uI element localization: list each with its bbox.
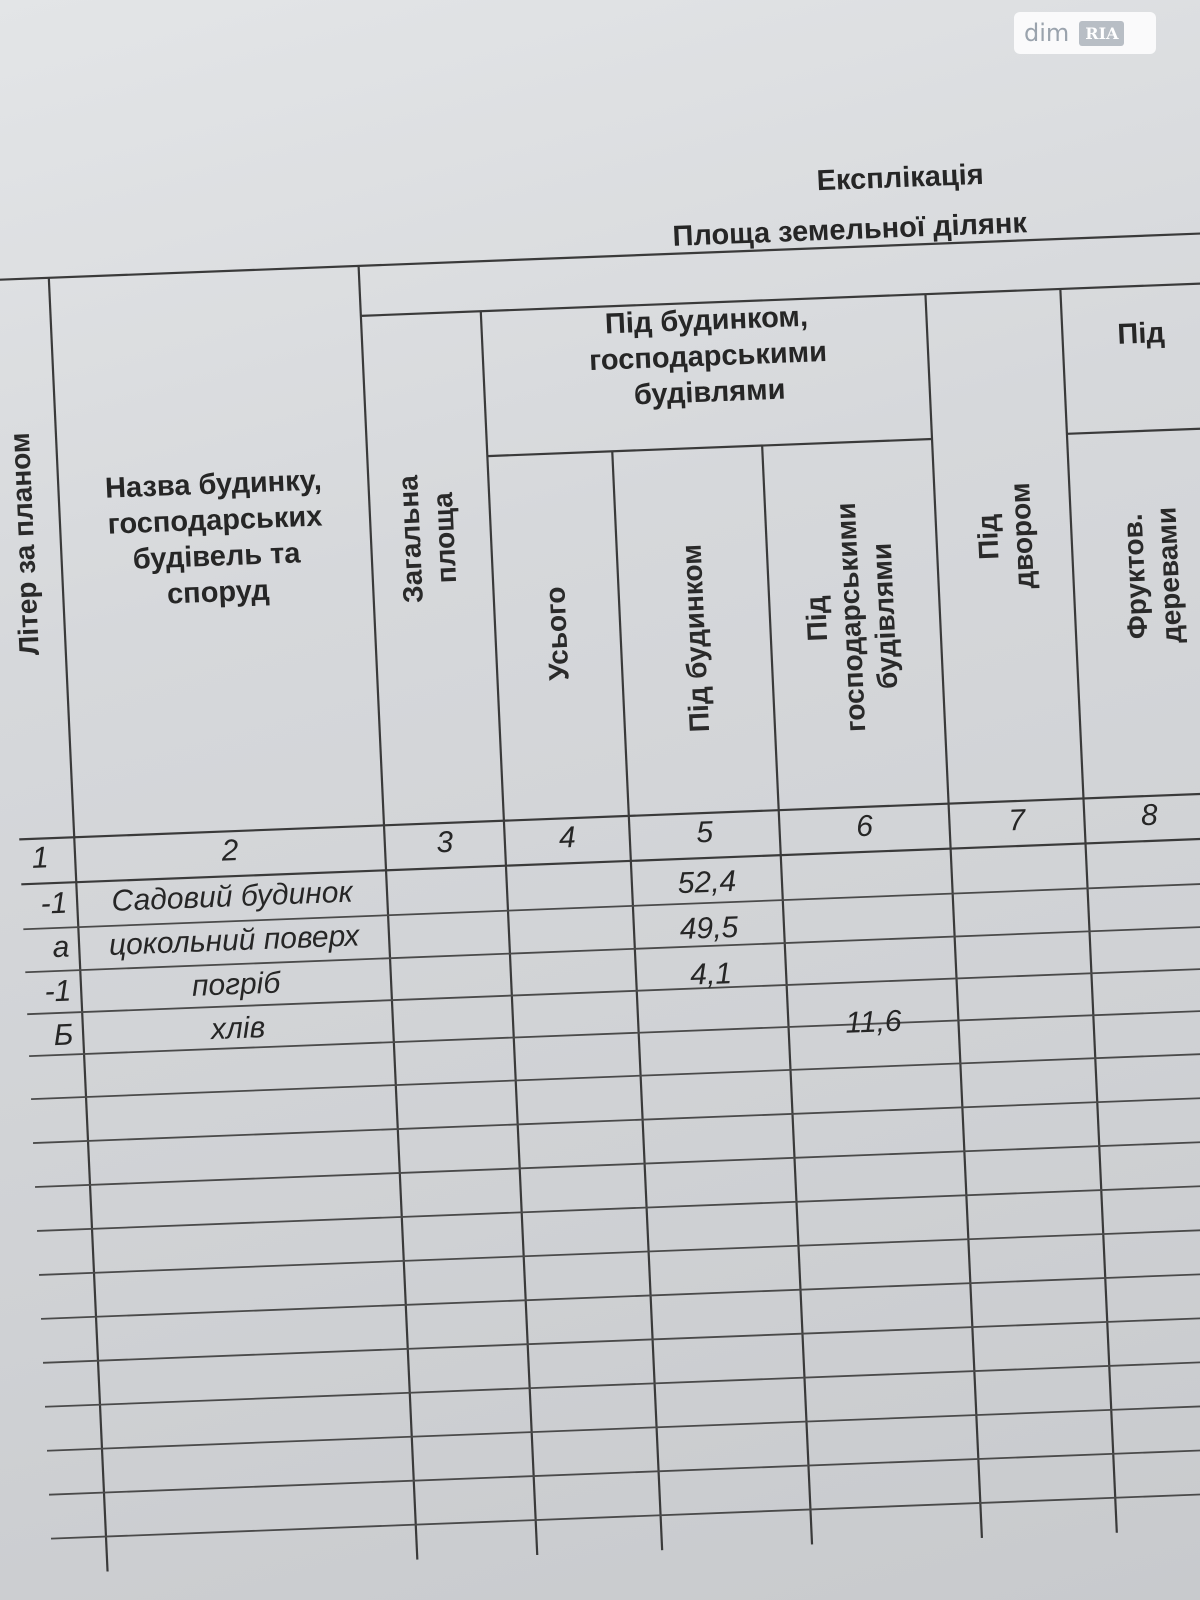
header-fruit-trees (1111, 415, 1193, 737)
row-4-litera: Б (52, 1018, 74, 1053)
column-number-4: 4 (558, 821, 577, 855)
column-number-6: 6 (855, 809, 874, 844)
row-1-house: 52,4 (676, 864, 737, 901)
header-total-area-line-2: площа (426, 491, 463, 584)
header-group-line-3: будівлями (633, 373, 787, 412)
row-2-house: 49,5 (679, 910, 739, 947)
header-group-under: Під (1116, 317, 1166, 351)
header-total: Усього (539, 586, 575, 682)
column-number-2: 2 (220, 833, 240, 868)
row-1-litera: -1 (39, 886, 68, 921)
table-title: Експлікація (815, 158, 985, 198)
header-name-line-1: Назва будинку, (104, 464, 323, 505)
header-yard-line-1: Під (971, 513, 1005, 561)
header-name (63, 461, 369, 616)
header-group-line-1: Під будинком, (604, 300, 809, 341)
column-number-8: 8 (1140, 798, 1159, 833)
header-under-house: Під будинком (675, 543, 716, 733)
column-number-1: 1 (31, 841, 50, 875)
table-row-line (49, 1446, 1200, 1494)
table-row-line (39, 1227, 1200, 1275)
header-litera: Літер за планом (3, 431, 45, 656)
column-number-3: 3 (435, 825, 454, 860)
column-number-5: 5 (695, 815, 714, 850)
row-1-name: Садовий будинок (110, 875, 354, 918)
header-group-line-2: господарськими (588, 336, 828, 378)
row-4-name: хлів (210, 1011, 266, 1047)
watermark-brand: dim (1024, 19, 1070, 47)
header-total-area-line-1: Загальна (392, 474, 429, 604)
header-name-line-3: будівель та (132, 537, 302, 576)
header-name-line-4: споруд (166, 574, 271, 611)
table-row-line (45, 1358, 1200, 1406)
table-row-line (35, 1139, 1200, 1187)
explication-table (0, 147, 1200, 1574)
column-number-7: 7 (1007, 803, 1026, 838)
table-row-line (43, 1314, 1200, 1362)
watermark-badge: RIA (1079, 21, 1124, 46)
header-outbuildings-line-3: будівлями (865, 542, 904, 690)
header-outbuildings-line-2: господарськими (829, 501, 872, 733)
row-2-litera: а (51, 930, 70, 965)
header-yard-line-2: двором (1004, 481, 1040, 590)
header-fruit-line-1: Фруктов. (1116, 512, 1154, 640)
header-yard (967, 435, 1044, 637)
table-row-line (31, 1051, 1200, 1099)
table-row-line (33, 1095, 1200, 1143)
header-outbuildings-line-1: Під (800, 595, 834, 642)
header-name-line-2: господарських (107, 500, 323, 541)
table-row-line (47, 1402, 1200, 1450)
row-4-outbuildings: 11,6 (844, 1004, 903, 1040)
table-subtitle: Площа земельної ділянк (671, 207, 1028, 253)
row-3-name: погріб (191, 966, 281, 1003)
header-fruit-line-2: деревами (1150, 506, 1188, 644)
table-row-line (41, 1271, 1200, 1319)
dim-ria-watermark (1014, 12, 1156, 54)
row-2-name: цокольний поверх (108, 919, 360, 962)
header-group-buildings (486, 294, 931, 419)
row-3-house: 4,1 (689, 957, 733, 992)
row-3-litera: -1 (43, 974, 72, 1009)
table-row-line (51, 1490, 1200, 1538)
header-total-area (388, 407, 468, 669)
table-row-line (37, 1183, 1200, 1231)
header-under-outbuildings (792, 445, 909, 789)
